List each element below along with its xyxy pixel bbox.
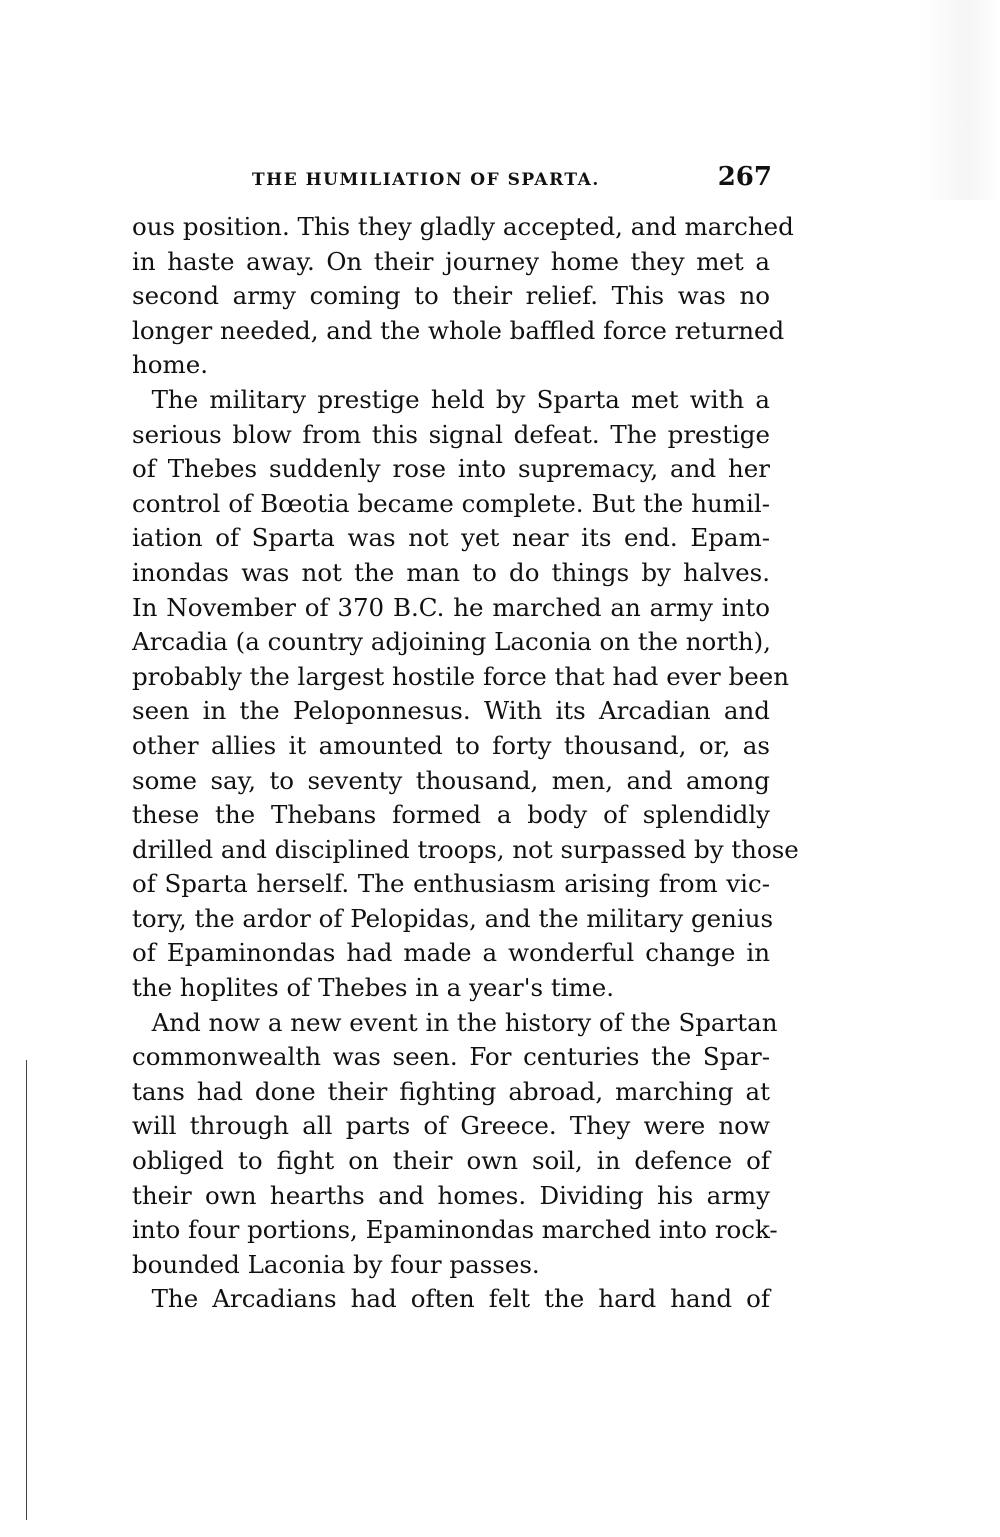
text-line: tans had done their fighting abroad, marching at: [132, 1076, 770, 1106]
body-text: [132, 210, 799, 1317]
text-line: their own hearths and homes. Dividing his army: [132, 1180, 770, 1210]
text-line: home.: [132, 350, 209, 380]
text-line: probably the largest hostile force that had ever been: [132, 661, 790, 691]
text-line: serious blow from this signal defeat. The prestige: [132, 419, 770, 449]
paragraph: [132, 383, 799, 1006]
text-line: in haste away. On their journey home they met a: [132, 246, 770, 276]
text-line: ous position. This they gladly accepted, and marched: [132, 212, 794, 241]
text-line: inondas was not the man to do things by halves.: [132, 557, 770, 587]
text-line: longer needed, and the whole baffled force returned: [132, 315, 785, 345]
text-line: seen in the Peloponnesus. With its Arcadian and: [132, 696, 770, 726]
paragraph: [132, 1282, 770, 1317]
scan-noise: [920, 0, 1000, 200]
text-line: control of Bœotia became complete. But the humil-: [132, 488, 770, 518]
text-line: of Epaminondas had made a wonderful change in: [132, 938, 770, 968]
text-line: second army coming to their relief. This was no: [132, 281, 770, 311]
text-line: commonwealth was seen. For centuries the Spar-: [132, 1042, 770, 1072]
paragraph: [132, 1006, 778, 1283]
text-line: obliged to fight on their own soil, in defence of: [132, 1146, 770, 1176]
text-line: some say, to seventy thousand, men, and among: [132, 765, 770, 795]
running-title: THE HUMILIATION OF SPARTA.: [252, 170, 600, 190]
text-line: into four portions, Epaminondas marched into rock-: [132, 1215, 778, 1245]
text-line: In November of 370 B.C. he marched an army into: [132, 592, 770, 622]
running-header: [252, 162, 772, 198]
text-line: these the Thebans formed a body of splendidly: [132, 800, 770, 830]
text-line: The military prestige held by Sparta met with a: [151, 384, 770, 414]
text-line: And now a new event in the history of the Spartan: [151, 1007, 778, 1037]
text-line: other allies it amounted to forty thousand, or, as: [132, 730, 770, 760]
text-line: bounded Laconia by four passes.: [132, 1249, 540, 1279]
text-line: the hoplites of Thebes in a year's time.: [132, 973, 615, 1003]
page-number: 267: [717, 162, 772, 192]
text-line: The Arcadians had often felt the hard hand of: [151, 1284, 770, 1314]
text-line: drilled and disciplined troops, not surpassed by those: [132, 834, 799, 864]
paragraph: [132, 210, 794, 383]
text-line: will through all parts of Greece. They were now: [132, 1111, 770, 1141]
text-line: iation of Sparta was not yet near its end. Epam-: [132, 523, 770, 553]
text-line: Arcadia (a country adjoining Laconia on the north),: [132, 627, 771, 657]
text-line: tory, the ardor of Pelopidas, and the military genius: [132, 903, 774, 933]
scan-edge-line: [26, 1060, 27, 1520]
text-line: of Thebes suddenly rose into supremacy, and her: [132, 454, 770, 484]
text-line: of Sparta herself. The enthusiasm arising from vic-: [132, 869, 770, 899]
